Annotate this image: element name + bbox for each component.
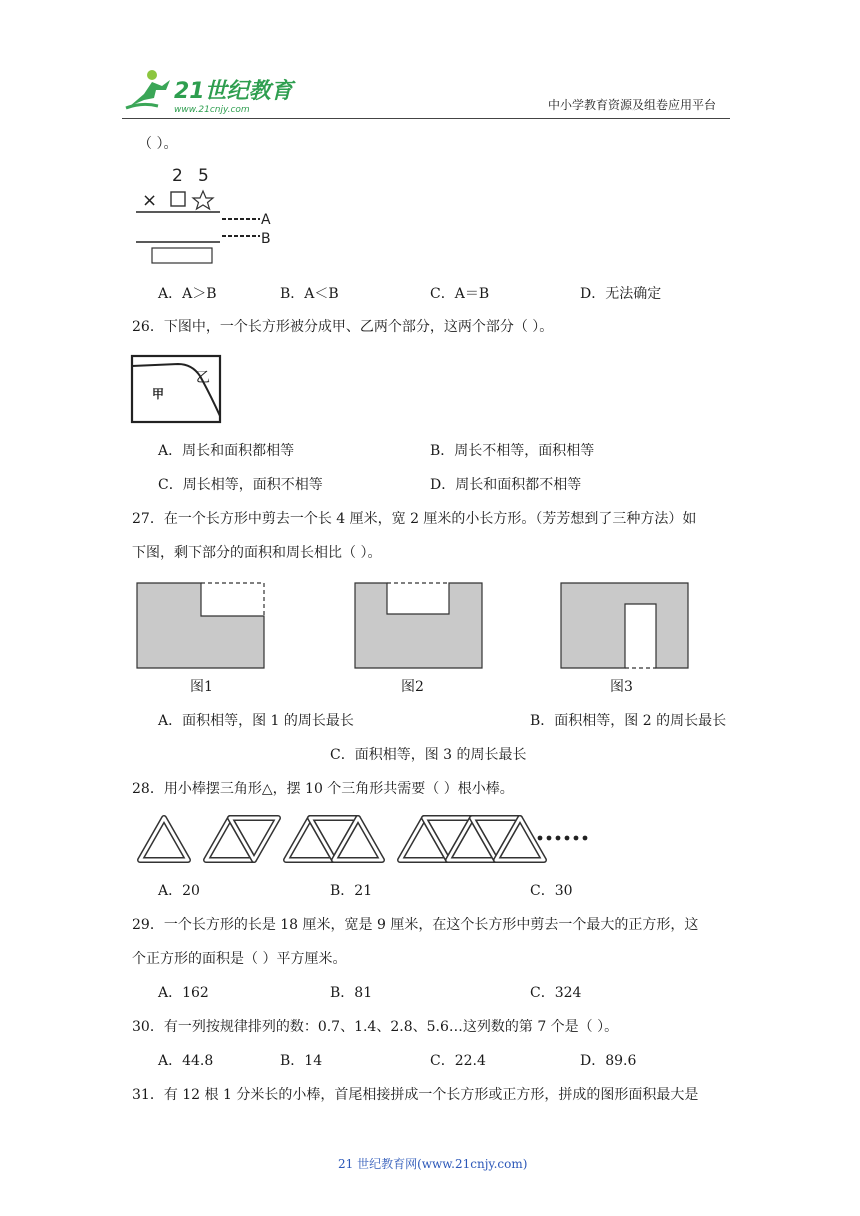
runner-icon (126, 70, 170, 108)
q30-option-d: D．89.6 (580, 1053, 637, 1069)
q25-times-sign: × (142, 190, 158, 211)
q28-stem: 28．用小棒摆三角形△，摆 10 个三角形共需要（ ）根小棒。 (132, 781, 514, 797)
logo-url: www.21cnjy.com (174, 105, 250, 115)
q25-option-b: B．A＜B (280, 286, 339, 302)
q26-option-b: B．周长不相等，面积相等 (430, 443, 595, 459)
q26-rectangle-figure (130, 354, 222, 426)
q25-label-b: B (261, 231, 271, 247)
q26-option-c: C．周长相等，面积不相等 (158, 477, 323, 493)
q27-option-b: B．面积相等，图 2 的周长最长 (530, 713, 727, 729)
q27-caption-2: 图2 (401, 679, 424, 695)
q26-option-a: A．周长和面积都相等 (158, 443, 295, 459)
q27-figure-3 (560, 582, 692, 672)
q30-option-c: C．22.4 (430, 1053, 486, 1069)
q25-square-icon (171, 192, 185, 206)
q29-option-b: B．81 (330, 985, 373, 1001)
q27-figure-2 (354, 582, 486, 672)
header-platform-text: 中小学教育资源及组卷应用平台 (548, 98, 717, 112)
q26-label-yi: 乙 (196, 370, 210, 386)
q31-stem: 31．有 12 根 1 分米长的小棒，首尾相接拼成一个长方形或正方形，拼成的图形面积最大是 (132, 1087, 699, 1103)
q27-caption-1: 图1 (190, 679, 213, 695)
q29-option-c: C．324 (530, 985, 582, 1001)
footer-source-link[interactable]: 21 世纪教育网(www.21cnjy.com) (338, 1157, 528, 1171)
q28-group-3 (286, 818, 382, 860)
q27-stem-line2: 下图，剩下部分的面积和周长相比（ ）。 (132, 545, 382, 561)
q30-option-b: B．14 (280, 1053, 323, 1069)
q29-stem-line1: 29．一个长方形的长是 18 厘米，宽是 9 厘米，在这个长方形中剪去一个最大的正方形，这 (132, 917, 699, 933)
q28-option-b: B．21 (330, 883, 373, 899)
q29-option-a: A．162 (158, 985, 209, 1001)
q28-option-a: A．20 (158, 883, 200, 899)
q26-stem: 26．下图中，一个长方形被分成甲、乙两个部分，这两个部分（ ）。 (132, 319, 554, 335)
q25-option-a: A．A＞B (158, 286, 217, 302)
q28-group-2 (206, 818, 278, 860)
q27-option-a: A．面积相等，图 1 的周长最长 (158, 713, 354, 729)
q25-digit-2: 2 (172, 166, 183, 186)
q25-digit-5: 5 (198, 166, 209, 186)
q29-stem-line2: 个正方形的面积是（ ）平方厘米。 (132, 951, 347, 967)
q25-stem-tail: （ ）。 (138, 136, 178, 152)
q25-option-c: C．A＝B (430, 286, 490, 302)
q28-option-c: C．30 (530, 883, 573, 899)
q25-option-d: D．无法确定 (580, 286, 662, 302)
q27-option-c: C．面积相等，图 3 的周长最长 (330, 747, 527, 763)
q30-option-a: A．44.8 (158, 1053, 214, 1069)
q27-figure-1 (136, 582, 268, 672)
q30-stem: 30．有一列按规律排列的数：0.7、1.4、2.8、5.6…这列数的第 7 个是（ ）。 (132, 1019, 619, 1035)
site-logo (122, 66, 297, 116)
q27-stem-line1: 27．在一个长方形中剪去一个长 4 厘米，宽 2 厘米的小长方形。（芳芳想到了三种方法）如 (132, 511, 697, 527)
q26-label-jia: 甲 (152, 387, 165, 401)
q25-label-a: A (261, 212, 271, 228)
q25-star-icon (193, 191, 213, 209)
q25-multiplication-figure (132, 162, 282, 270)
q26-option-d: D．周长和面积都不相等 (430, 477, 582, 493)
q28-group-1 (140, 818, 188, 860)
q25-answer-box (152, 248, 212, 263)
q28-ellipsis (538, 836, 588, 841)
q28-stick-triangles-figure (134, 808, 604, 868)
header-divider (122, 118, 730, 119)
q27-caption-3: 图3 (610, 679, 633, 695)
q28-group-4 (400, 818, 544, 860)
logo-text: 21世纪教育 (174, 79, 293, 104)
